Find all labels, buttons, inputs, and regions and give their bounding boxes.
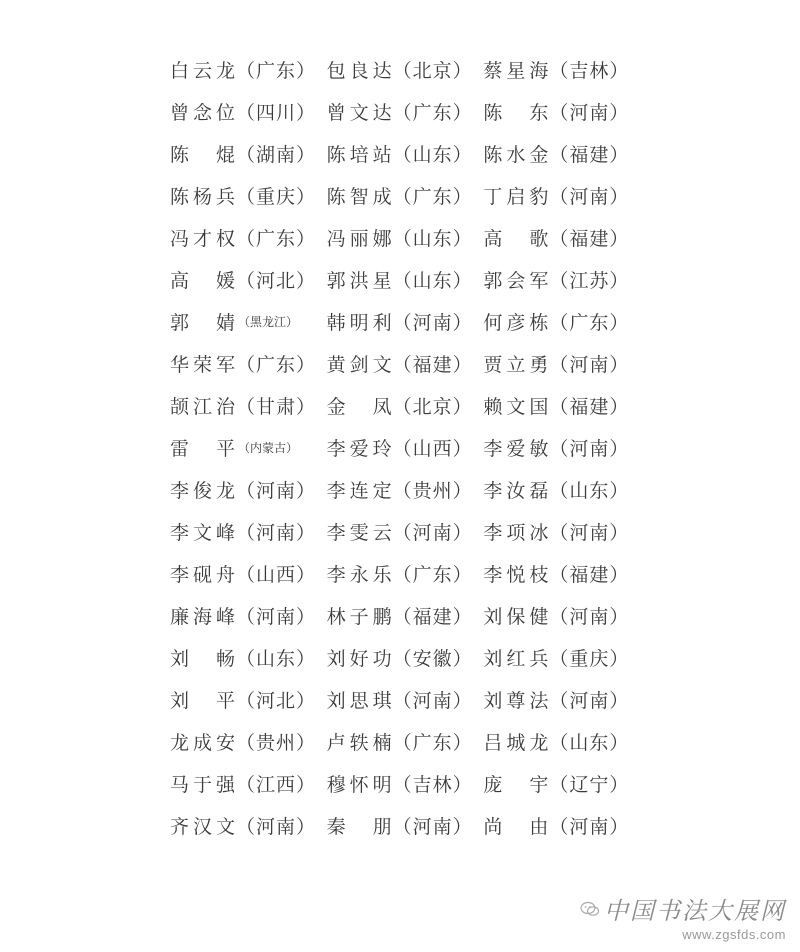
person-name: 赖文国 — [483, 395, 550, 418]
province: （黑龙江） — [238, 314, 299, 329]
name-entry — [327, 266, 484, 293]
province: （重庆） — [549, 647, 630, 670]
person-name: 陈杨兵 — [170, 185, 236, 208]
person-name: 卢轶楠 — [326, 731, 393, 754]
list-row — [170, 468, 640, 510]
province: （福建） — [549, 395, 630, 418]
province: （河南） — [236, 521, 317, 544]
person-name: 郭会军 — [483, 269, 550, 292]
person-name: 何彦栋 — [483, 311, 550, 334]
name-entry — [170, 476, 327, 503]
name-entry — [170, 518, 327, 545]
name-entry — [483, 350, 640, 377]
person-name: 冯丽娜 — [326, 227, 393, 250]
name-entry — [327, 476, 484, 503]
province: （河南） — [549, 185, 630, 208]
list-row — [170, 90, 640, 132]
list-row — [170, 720, 640, 762]
province: （广东） — [549, 311, 630, 334]
person-name: 李雯云 — [326, 521, 393, 544]
name-entry — [170, 308, 327, 335]
person-name: 李悦枝 — [483, 563, 550, 586]
name-entry — [327, 728, 484, 755]
person-name: 贾立勇 — [483, 353, 550, 376]
name-entry — [170, 140, 327, 167]
province: （河南） — [549, 605, 630, 628]
person-name: 陈培站 — [326, 143, 393, 166]
name-entry — [483, 56, 640, 83]
province: （河北） — [236, 269, 317, 292]
list-row — [170, 258, 640, 300]
person-name: 刘好功 — [326, 647, 393, 670]
province: （山东） — [236, 647, 317, 670]
province: （吉林） — [549, 59, 630, 82]
province: （山东） — [549, 479, 630, 502]
province: （广东） — [392, 101, 473, 124]
person-name: 刘思琪 — [326, 689, 393, 712]
province: （河南） — [236, 815, 317, 838]
person-name: 林子鹏 — [326, 605, 393, 628]
province: （广东） — [236, 59, 317, 82]
name-entry — [483, 476, 640, 503]
name-entry — [170, 266, 327, 293]
name-entry — [483, 98, 640, 125]
province: （四川） — [236, 101, 317, 124]
name-entry — [170, 434, 327, 461]
province: （河南） — [392, 521, 473, 544]
person-name: 蔡星海 — [483, 59, 550, 82]
name-entry — [483, 560, 640, 587]
name-entry — [483, 434, 640, 461]
name-entry — [483, 728, 640, 755]
list-row — [170, 132, 640, 174]
list-row — [170, 762, 640, 804]
list-row — [170, 804, 640, 846]
province: （广东） — [392, 563, 473, 586]
province: （山东） — [549, 731, 630, 754]
person-name: 颉江治 — [170, 395, 236, 418]
name-entry — [483, 518, 640, 545]
province: （河南） — [392, 689, 473, 712]
person-name: 雷 平 — [170, 437, 236, 460]
name-entry — [483, 812, 640, 839]
name-entry — [483, 182, 640, 209]
person-name: 李爱玲 — [326, 437, 393, 460]
province: （河南） — [549, 521, 630, 544]
list-row — [170, 300, 640, 342]
person-name: 穆怀明 — [326, 773, 393, 796]
list-row — [170, 426, 640, 468]
name-entry — [170, 602, 327, 629]
province: （广东） — [236, 353, 317, 376]
person-name: 尚 由 — [483, 815, 550, 838]
person-name: 陈智成 — [326, 185, 393, 208]
province: （河南） — [549, 101, 630, 124]
name-entry — [483, 140, 640, 167]
province: （河南） — [549, 815, 630, 838]
name-entry — [170, 728, 327, 755]
person-name: 刘 畅 — [170, 647, 236, 670]
province: （甘肃） — [236, 395, 317, 418]
person-name: 秦 朋 — [326, 815, 393, 838]
name-entry — [327, 140, 484, 167]
name-entry — [483, 224, 640, 251]
list-row — [170, 552, 640, 594]
person-name: 马于强 — [170, 773, 236, 796]
province: （山东） — [392, 227, 473, 250]
person-name: 曾文达 — [326, 101, 393, 124]
person-name: 高 媛 — [170, 269, 236, 292]
province: （河南） — [549, 689, 630, 712]
name-entry — [327, 602, 484, 629]
person-name: 齐汉文 — [170, 815, 236, 838]
name-entry — [483, 308, 640, 335]
name-entry — [327, 392, 484, 419]
person-name: 陈水金 — [483, 143, 550, 166]
name-entry — [327, 98, 484, 125]
list-row — [170, 510, 640, 552]
person-name: 华荣军 — [170, 353, 236, 376]
province: （山东） — [392, 143, 473, 166]
watermark-brand: 中国书法大展网 — [604, 897, 786, 925]
name-entry — [170, 644, 327, 671]
province: （贵州） — [392, 479, 473, 502]
name-entry — [327, 770, 484, 797]
person-name: 刘 平 — [170, 689, 236, 712]
person-name: 李爱敏 — [483, 437, 550, 460]
name-entry — [327, 308, 484, 335]
name-list — [170, 48, 640, 846]
province: （山东） — [392, 269, 473, 292]
person-name: 刘尊法 — [483, 689, 550, 712]
province: （安徽） — [392, 647, 473, 670]
person-name: 陈 东 — [483, 101, 550, 124]
province: （河南） — [392, 815, 473, 838]
name-entry — [170, 686, 327, 713]
list-row — [170, 636, 640, 678]
person-name: 庞 宇 — [483, 773, 550, 796]
province: （福建） — [392, 353, 473, 376]
name-entry — [327, 518, 484, 545]
person-name: 郭 婧 — [170, 311, 236, 334]
list-row — [170, 678, 640, 720]
province: （河南） — [549, 437, 630, 460]
person-name: 李文峰 — [170, 521, 236, 544]
name-entry — [483, 686, 640, 713]
province: （河北） — [236, 689, 317, 712]
province: （河南） — [549, 353, 630, 376]
name-entry — [327, 644, 484, 671]
province: （广东） — [236, 227, 317, 250]
person-name: 李汝磊 — [483, 479, 550, 502]
list-row — [170, 384, 640, 426]
person-name: 李砚舟 — [170, 563, 236, 586]
person-name: 白云龙 — [170, 59, 236, 82]
name-entry — [483, 266, 640, 293]
name-entry — [170, 182, 327, 209]
person-name: 李连定 — [326, 479, 393, 502]
list-row — [170, 342, 640, 384]
name-entry — [170, 350, 327, 377]
name-entry — [327, 434, 484, 461]
name-entry — [327, 560, 484, 587]
person-name: 丁启豹 — [483, 185, 550, 208]
name-entry — [327, 686, 484, 713]
person-name: 冯才权 — [170, 227, 236, 250]
list-row — [170, 174, 640, 216]
person-name: 廉海峰 — [170, 605, 236, 628]
province: （重庆） — [236, 185, 317, 208]
name-entry — [170, 98, 327, 125]
name-entry — [327, 182, 484, 209]
province: （福建） — [549, 227, 630, 250]
watermark-url: www.zgsfds.com — [682, 927, 786, 942]
province: （河南） — [392, 311, 473, 334]
province: （江西） — [236, 773, 317, 796]
name-entry — [327, 350, 484, 377]
province: （湖南） — [236, 143, 317, 166]
name-entry — [483, 644, 640, 671]
person-name: 郭洪星 — [326, 269, 393, 292]
name-entry — [170, 224, 327, 251]
province: （北京） — [392, 395, 473, 418]
name-entry — [327, 812, 484, 839]
watermark — [580, 891, 786, 942]
name-entry — [170, 770, 327, 797]
wechat-icon — [580, 901, 600, 917]
person-name: 龙成安 — [170, 731, 236, 754]
name-entry — [483, 770, 640, 797]
list-row — [170, 216, 640, 258]
province: （广东） — [392, 731, 473, 754]
name-entry — [483, 392, 640, 419]
list-row — [170, 594, 640, 636]
name-entry — [170, 392, 327, 419]
person-name: 陈 焜 — [170, 143, 236, 166]
person-name: 李永乐 — [326, 563, 393, 586]
name-entry — [327, 224, 484, 251]
person-name: 刘红兵 — [483, 647, 550, 670]
province: （吉林） — [392, 773, 473, 796]
name-entry — [170, 56, 327, 83]
name-entry — [327, 56, 484, 83]
person-name: 高 歌 — [483, 227, 550, 250]
province: （北京） — [392, 59, 473, 82]
person-name: 金 凤 — [326, 395, 393, 418]
person-name: 李项冰 — [483, 521, 550, 544]
person-name: 吕城龙 — [483, 731, 550, 754]
watermark-logo — [580, 891, 786, 926]
person-name: 李俊龙 — [170, 479, 236, 502]
person-name: 韩明利 — [326, 311, 393, 334]
province: （内蒙古） — [238, 440, 299, 455]
name-entry — [170, 812, 327, 839]
person-name: 刘保健 — [483, 605, 550, 628]
province: （江苏） — [549, 269, 630, 292]
province: （山西） — [392, 437, 473, 460]
province: （福建） — [549, 143, 630, 166]
province: （辽宁） — [549, 773, 630, 796]
name-entry — [483, 602, 640, 629]
province: （广东） — [392, 185, 473, 208]
person-name: 包良达 — [326, 59, 393, 82]
person-name: 黄剑文 — [326, 353, 393, 376]
province: （福建） — [392, 605, 473, 628]
name-entry — [170, 560, 327, 587]
province: （河南） — [236, 605, 317, 628]
province: （山西） — [236, 563, 317, 586]
province: （福建） — [549, 563, 630, 586]
province: （贵州） — [236, 731, 317, 754]
province: （河南） — [236, 479, 317, 502]
person-name: 曾念位 — [170, 101, 236, 124]
list-row — [170, 48, 640, 90]
